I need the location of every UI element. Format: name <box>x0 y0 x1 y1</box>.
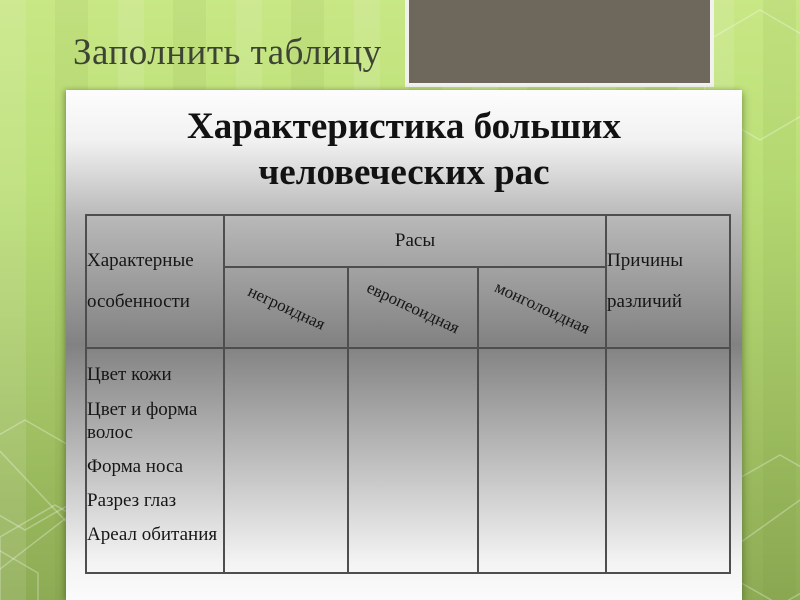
table-title: Характеристика больших человеческих рас <box>187 106 621 194</box>
races-table <box>85 214 731 574</box>
header-cell-causes: Причины различий <box>606 215 730 348</box>
accent-box <box>405 0 714 87</box>
feature-item: Ареал обитания <box>87 524 218 546</box>
table-cell-empty <box>224 348 348 573</box>
header-cell-race-negroid <box>224 267 348 348</box>
table-cell-empty <box>478 348 606 573</box>
header-cell-race-europeoid <box>348 267 478 348</box>
feature-item: Форма носа <box>87 456 184 477</box>
feature-list-cell <box>86 348 224 573</box>
feature-item: Цвет и форма волос <box>87 398 198 443</box>
content-card <box>66 90 742 600</box>
table-body-row <box>86 348 730 573</box>
header-cell-race-mongoloid <box>478 267 606 348</box>
feature-item: Разрез глаз <box>87 490 177 512</box>
table-header-row-1 <box>86 215 730 267</box>
table-cell-empty <box>606 348 730 573</box>
race-label: монголоидная <box>491 276 593 338</box>
header-cell-races: Расы <box>224 215 606 267</box>
table-cell-empty <box>348 348 478 573</box>
slide-title: Заполнить таблицу <box>73 32 382 73</box>
header-cell-features: Характерные особенности <box>86 215 224 348</box>
feature-item: Цвет кожи <box>87 364 172 386</box>
race-label: европеоидная <box>363 277 463 337</box>
race-label: негроидная <box>244 280 328 334</box>
